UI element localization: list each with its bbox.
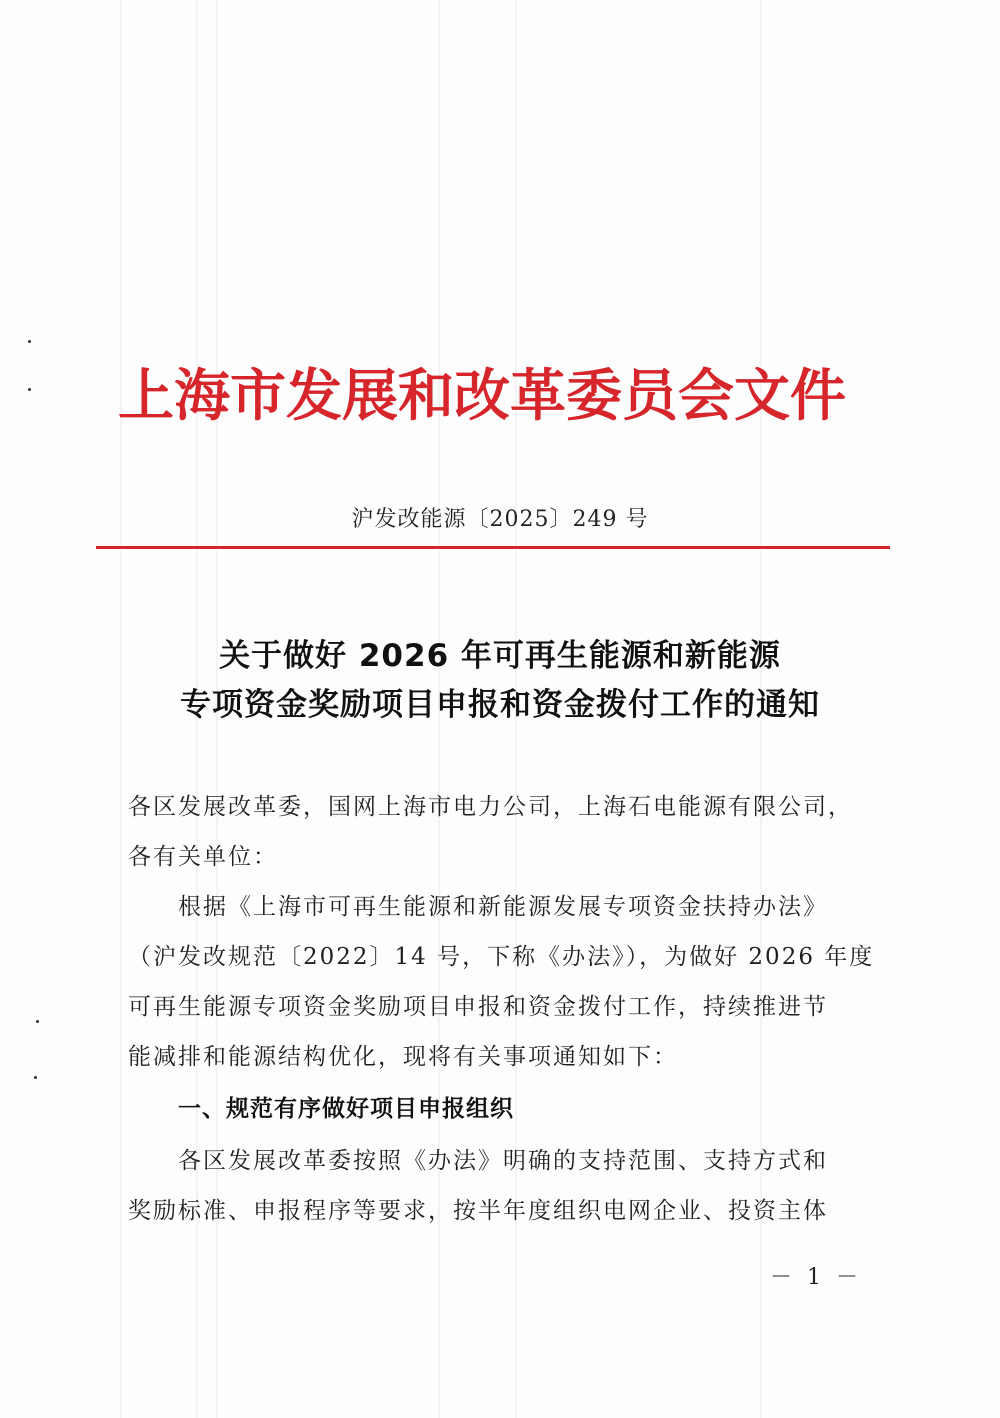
addressee-line1: 各区发展改革委，国网上海市电力公司，上海石电能源有限公司， — [128, 794, 853, 820]
notice-title-line2: 专项资金奖励项目申报和资金拨付工作的通知 — [180, 687, 820, 723]
scan-speck — [36, 1020, 39, 1023]
paragraph1-line4: 能减排和能源结构优化，现将有关事项通知如下： — [128, 1044, 678, 1070]
paragraph1-line2: （沪发改规范〔2022〕14 号，下称《办法》），为做好 2026 年度 — [128, 944, 875, 970]
scan-speck — [28, 340, 31, 343]
document-number: 沪发改能源〔2025〕249 号 — [351, 507, 649, 532]
issuer-title: 上海市发展和改革委员会文件 — [118, 363, 846, 429]
paragraph1-line3: 可再生能源专项资金奖励项目申报和资金拨付工作，持续推进节 — [128, 994, 828, 1020]
addressee-line2: 各有关单位： — [128, 844, 278, 870]
red-divider — [96, 546, 890, 549]
scan-speck — [34, 1076, 37, 1079]
paragraph2-line2: 奖励标准、申报程序等要求，按半年度组织电网企业、投资主体 — [128, 1198, 828, 1224]
section1-heading: 一、规范有序做好项目申报组织 — [178, 1096, 514, 1122]
page-number: － 1 － — [770, 1265, 862, 1290]
scan-speck — [28, 388, 31, 391]
paragraph1-line1: 根据《上海市可再生能源和新能源发展专项资金扶持办法》 — [128, 894, 828, 920]
paragraph2-line1: 各区发展改革委按照《办法》明确的支持范围、支持方式和 — [128, 1148, 828, 1174]
notice-title-line1: 关于做好 2026 年可再生能源和新能源 — [219, 638, 781, 674]
